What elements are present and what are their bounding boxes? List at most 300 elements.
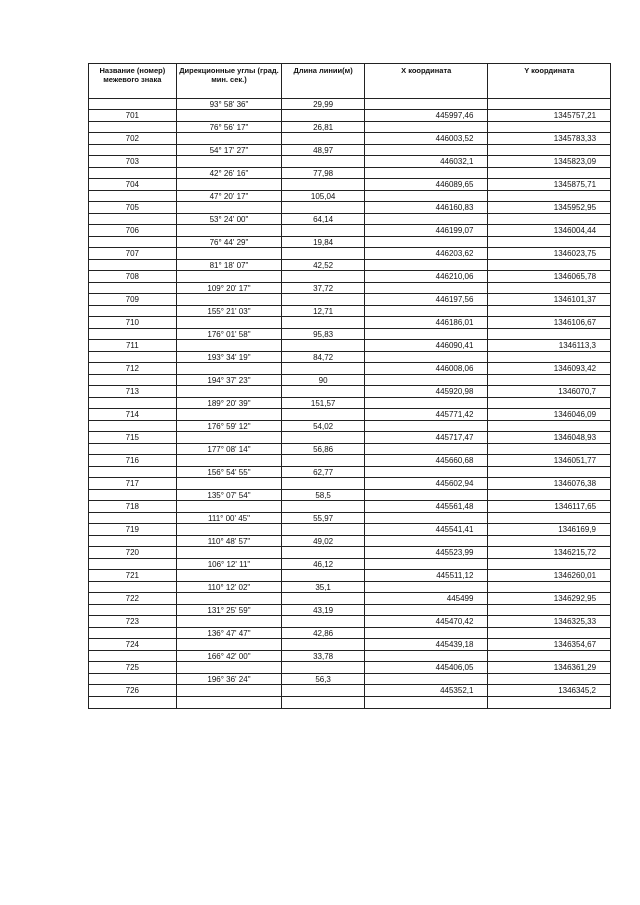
segment-angle: 42° 26' 16" [177,168,283,178]
point-name: 717 [89,478,177,489]
segment-angle: 106° 12' 11" [177,559,283,569]
point-angle-cell [177,317,283,328]
y-coordinate: 1346215,72 [553,548,597,557]
segment-row [89,674,610,685]
segment-name-cell [89,421,177,431]
segment-row [89,352,610,363]
point-name: 706 [89,225,177,236]
segment-angle: 176° 59' 12" [177,421,283,431]
point-angle-cell [177,432,283,443]
segment-y-cell [488,214,610,224]
point-name: 719 [89,524,177,535]
segment-angle: 189° 20' 39" [177,398,283,408]
point-angle-cell [177,616,283,627]
x-coordinate: 446008,06 [365,363,489,374]
segment-row [89,375,610,386]
point-length-cell [282,501,365,512]
segment-y-cell [488,306,610,316]
segment-length: 62,77 [282,467,365,477]
segment-x-cell [365,168,489,178]
point-length-cell [282,294,365,305]
segment-angle: 93° 58' 36" [177,99,283,109]
segment-length: 35,1 [282,582,365,592]
x-coordinate: 445352,1 [365,685,489,696]
segment-angle: 110° 12' 02" [177,582,283,592]
x-coordinate: 446203,62 [365,248,489,259]
y-coordinate: 1345952,95 [553,203,597,212]
segment-name-cell [89,467,177,477]
point-name: 703 [89,156,177,167]
segment-y-cell [488,421,610,431]
segment-length: 151,57 [282,398,365,408]
segment-name-cell [89,260,177,270]
point-name: 712 [89,363,177,374]
segment-x-cell [365,237,489,247]
point-name: 710 [89,317,177,328]
x-coordinate: 445541,41 [365,524,489,535]
segment-y-cell [488,237,610,247]
segment-y-cell [488,375,610,385]
point-length-cell [282,271,365,282]
segment-angle: 177° 08' 14" [177,444,283,454]
segment-x-cell [365,559,489,569]
y-coordinate: 1345757,21 [553,111,597,120]
table-row [89,156,610,168]
segment-row [89,444,610,455]
segment-angle: 76° 44' 29" [177,237,283,247]
point-name: 724 [89,639,177,650]
segment-row [89,283,610,294]
segment-angle: 54° 17' 27" [177,145,283,155]
segment-x-cell [365,490,489,500]
segment-angle: 47° 20' 17" [177,191,283,201]
segment-row [89,99,610,110]
point-length-cell [282,363,365,374]
x-coordinate: 445439,18 [365,639,489,650]
point-angle-cell [177,570,283,581]
point-length-cell [282,593,365,604]
point-name: 722 [89,593,177,604]
x-coordinate: 446032,1 [365,156,489,167]
segment-name-cell [89,306,177,316]
segment-y-cell [488,329,610,339]
y-coordinate: 1346023,75 [553,249,597,258]
point-length-cell [282,409,365,420]
point-name: 720 [89,547,177,558]
y-coordinate: 1346292,95 [553,594,597,603]
header-y: Y координата [524,66,575,75]
point-name: 725 [89,662,177,673]
point-length-cell [282,478,365,489]
y-coordinate: 1346117,65 [554,502,597,511]
table-row [89,570,610,582]
segment-x-cell [365,352,489,362]
x-coordinate: 446160,83 [365,202,489,213]
segment-x-cell [365,536,489,546]
point-length-cell [282,340,365,351]
point-length-cell [282,110,365,121]
segment-y-cell [488,99,610,109]
point-length-cell [282,248,365,259]
segment-x-cell [365,421,489,431]
x-coordinate: 446210,06 [365,271,489,282]
x-coordinate: 445920,98 [365,386,489,397]
x-coordinate: 445523,99 [365,547,489,558]
segment-y-cell [488,260,610,270]
table-row [89,386,610,398]
segment-row [89,168,610,179]
segment-x-cell [365,605,489,615]
point-angle-cell [177,409,283,420]
segment-row [89,651,610,662]
segment-angle: 166° 42' 00" [177,651,283,661]
point-name: 718 [89,501,177,512]
table-row [89,501,610,513]
segment-angle: 196° 36' 24" [177,674,283,684]
segment-length: 37,72 [282,283,365,293]
point-angle-cell [177,110,283,121]
segment-angle: 111° 00' 45" [177,513,283,523]
table-row [89,547,610,559]
segment-row [89,628,610,639]
segment-name-cell [89,375,177,385]
segment-y-cell [488,559,610,569]
segment-row [89,329,610,340]
x-coordinate: 445470,42 [365,616,489,627]
segment-x-cell [365,283,489,293]
point-name: 702 [89,133,177,144]
segment-angle: 135° 07' 54" [177,490,283,500]
table-row [89,317,610,329]
table-row [89,202,610,214]
segment-row [89,260,610,271]
segment-name-cell [89,490,177,500]
segment-angle: 176° 01' 58" [177,329,283,339]
segment-angle: 76° 56' 17" [177,122,283,132]
segment-y-cell [488,582,610,592]
segment-row [89,306,610,317]
segment-angle: 194° 37' 23" [177,375,283,385]
y-coordinate: 1346113,3 [558,341,597,350]
segment-name-cell [89,628,177,638]
segment-y-cell [488,490,610,500]
point-angle-cell [177,386,283,397]
segment-row [89,145,610,156]
segment-angle [177,697,283,708]
segment-length: 42,52 [282,260,365,270]
point-name: 711 [89,340,177,351]
segment-length: 55,97 [282,513,365,523]
x-coordinate: 445561,48 [365,501,489,512]
table-row [89,363,610,375]
segment-y-cell [488,605,610,615]
segment-length: 26,81 [282,122,365,132]
segment-x-cell [365,582,489,592]
x-coordinate: 445511,12 [365,570,489,581]
point-name: 709 [89,294,177,305]
segment-x-cell [365,145,489,155]
segment-length: 58,5 [282,490,365,500]
point-angle-cell [177,455,283,466]
segment-length: 95,83 [282,329,365,339]
y-coordinate: 1345783,33 [553,134,597,143]
segment-row [89,697,610,708]
point-length-cell [282,202,365,213]
point-name: 716 [89,455,177,466]
segment-angle: 53° 24' 00" [177,214,283,224]
segment-row [89,582,610,593]
segment-length: 29,99 [282,99,365,109]
point-angle-cell [177,524,283,535]
segment-angle: 136° 47' 47" [177,628,283,638]
point-length-cell [282,662,365,673]
point-name: 723 [89,616,177,627]
segment-name-cell [89,214,177,224]
point-length-cell [282,547,365,558]
table-row [89,524,610,536]
segment-row [89,467,610,478]
y-coordinate: 1346354,67 [553,640,597,649]
x-coordinate: 446197,56 [365,294,489,305]
x-coordinate: 446186,01 [365,317,489,328]
segment-name-cell [89,122,177,132]
point-name: 708 [89,271,177,282]
table-row [89,409,610,421]
segment-name-cell [89,444,177,454]
header-angle: Дирекционные углы (град. мин. сек.) [177,64,283,98]
segment-name-cell [89,168,177,178]
segment-length: 54,02 [282,421,365,431]
table-row [89,478,610,490]
x-coordinate: 445717,47 [365,432,489,443]
table-row [89,340,610,352]
segment-length: 12,71 [282,306,365,316]
y-coordinate: 1346070,7 [558,387,597,396]
table-row [89,110,610,122]
point-length-cell [282,386,365,397]
point-angle-cell [177,593,283,604]
x-coordinate: 445997,46 [365,110,489,121]
segment-x-cell [365,329,489,339]
segment-y-cell [488,145,610,155]
x-coordinate: 446090,41 [365,340,489,351]
segment-length [282,697,365,708]
segment-length: 42,86 [282,628,365,638]
segment-y-cell [488,674,610,684]
segment-angle: 110° 48' 57" [177,536,283,546]
segment-name-cell [89,283,177,293]
segment-x-cell [365,444,489,454]
point-length-cell [282,317,365,328]
point-length-cell [282,179,365,190]
segment-name-cell [89,674,177,684]
segment-x-cell [365,306,489,316]
segment-y-cell [488,697,610,708]
x-coordinate: 445499 [365,593,489,604]
segment-x-cell [365,122,489,132]
table-row [89,455,610,467]
header-name: Название (номер) межевого знака [89,64,177,98]
segment-name-cell [89,352,177,362]
point-length-cell [282,570,365,581]
y-coordinate: 1346260,01 [553,571,597,580]
point-name: 705 [89,202,177,213]
x-coordinate: 445660,68 [365,455,489,466]
point-name: 715 [89,432,177,443]
segment-angle: 131° 25' 59" [177,605,283,615]
table-row [89,271,610,283]
segment-length: 84,72 [282,352,365,362]
header-x: X координата [365,64,489,98]
segment-x-cell [365,674,489,684]
point-length-cell [282,616,365,627]
point-length-cell [282,455,365,466]
segment-length: 48,97 [282,145,365,155]
segment-y-cell [488,122,610,132]
segment-x-cell [365,214,489,224]
y-coordinate: 1346004,44 [553,226,597,235]
segment-name-cell [89,582,177,592]
y-coordinate: 1346361,29 [553,663,597,672]
segment-length: 90 [282,375,365,385]
point-angle-cell [177,156,283,167]
segment-name-cell [89,99,177,109]
segment-length: 49,02 [282,536,365,546]
segment-length: 33,78 [282,651,365,661]
y-coordinate: 1346048,93 [553,433,597,442]
table-row [89,133,610,145]
segment-name-cell [89,559,177,569]
point-angle-cell [177,133,283,144]
y-coordinate: 1346065,78 [553,272,597,281]
x-coordinate: 446199,07 [365,225,489,236]
table-row [89,616,610,628]
y-coordinate: 1346093,42 [553,364,597,373]
segment-row [89,122,610,133]
segment-name-cell [89,513,177,523]
segment-length: 105,04 [282,191,365,201]
y-coordinate: 1346051,77 [553,456,597,465]
table-row [89,639,610,651]
point-angle-cell [177,248,283,259]
point-length-cell [282,639,365,650]
segment-row [89,536,610,547]
table-row [89,662,610,674]
segment-row [89,237,610,248]
table-row [89,593,610,605]
x-coordinate: 445406,05 [365,662,489,673]
table-header [89,64,610,99]
segment-y-cell [488,398,610,408]
segment-y-cell [488,191,610,201]
segment-angle: 156° 54' 55" [177,467,283,477]
y-coordinate: 1346101,37 [553,295,597,304]
segment-y-cell [488,467,610,477]
y-coordinate: 1346325,33 [553,617,597,626]
segment-row [89,513,610,524]
segment-name-cell [89,536,177,546]
segment-name-cell [89,651,177,661]
point-angle-cell [177,639,283,650]
table-row [89,248,610,260]
segment-x-cell [365,398,489,408]
segment-x-cell [365,697,489,708]
segment-name-cell [89,145,177,155]
boundary-coordinates-table [88,63,611,709]
segment-row [89,214,610,225]
segment-row [89,490,610,501]
segment-length: 56,3 [282,674,365,684]
y-coordinate: 1345875,71 [553,180,597,189]
point-length-cell [282,156,365,167]
segment-x-cell [365,375,489,385]
point-angle-cell [177,363,283,374]
point-length-cell [282,685,365,696]
point-angle-cell [177,271,283,282]
point-angle-cell [177,501,283,512]
segment-x-cell [365,467,489,477]
point-length-cell [282,133,365,144]
segment-y-cell [488,352,610,362]
segment-row [89,605,610,616]
point-angle-cell [177,179,283,190]
segment-angle: 109° 20' 17" [177,283,283,293]
segment-name-cell [89,697,177,708]
segment-x-cell [365,99,489,109]
y-coordinate: 1346076,38 [553,479,597,488]
segment-length: 56,86 [282,444,365,454]
segment-name-cell [89,398,177,408]
segment-y-cell [488,513,610,523]
segment-name-cell [89,605,177,615]
y-coordinate: 1346106,67 [553,318,597,327]
segment-row [89,421,610,432]
point-name: 721 [89,570,177,581]
table-row [89,179,610,191]
table-row [89,685,610,697]
point-name: 704 [89,179,177,190]
segment-length: 77,98 [282,168,365,178]
segment-x-cell [365,191,489,201]
point-angle-cell [177,478,283,489]
point-angle-cell [177,294,283,305]
point-length-cell [282,225,365,236]
segment-x-cell [365,513,489,523]
point-angle-cell [177,685,283,696]
point-angle-cell [177,547,283,558]
segment-y-cell [488,536,610,546]
y-coordinate: 1346169,9 [558,525,597,534]
point-length-cell [282,524,365,535]
segment-name-cell [89,329,177,339]
point-angle-cell [177,225,283,236]
segment-x-cell [365,260,489,270]
table-row [89,294,610,306]
y-coordinate: 1346345,2 [558,686,597,695]
segment-name-cell [89,237,177,247]
segment-y-cell [488,168,610,178]
segment-row [89,559,610,570]
x-coordinate: 446003,52 [365,133,489,144]
segment-row [89,398,610,409]
x-coordinate: 445771,42 [365,409,489,420]
point-angle-cell [177,662,283,673]
segment-angle: 155° 21' 03" [177,306,283,316]
point-name: 701 [89,110,177,121]
header-length: Длина линии(м) [282,64,365,98]
segment-y-cell [488,444,610,454]
segment-x-cell [365,651,489,661]
